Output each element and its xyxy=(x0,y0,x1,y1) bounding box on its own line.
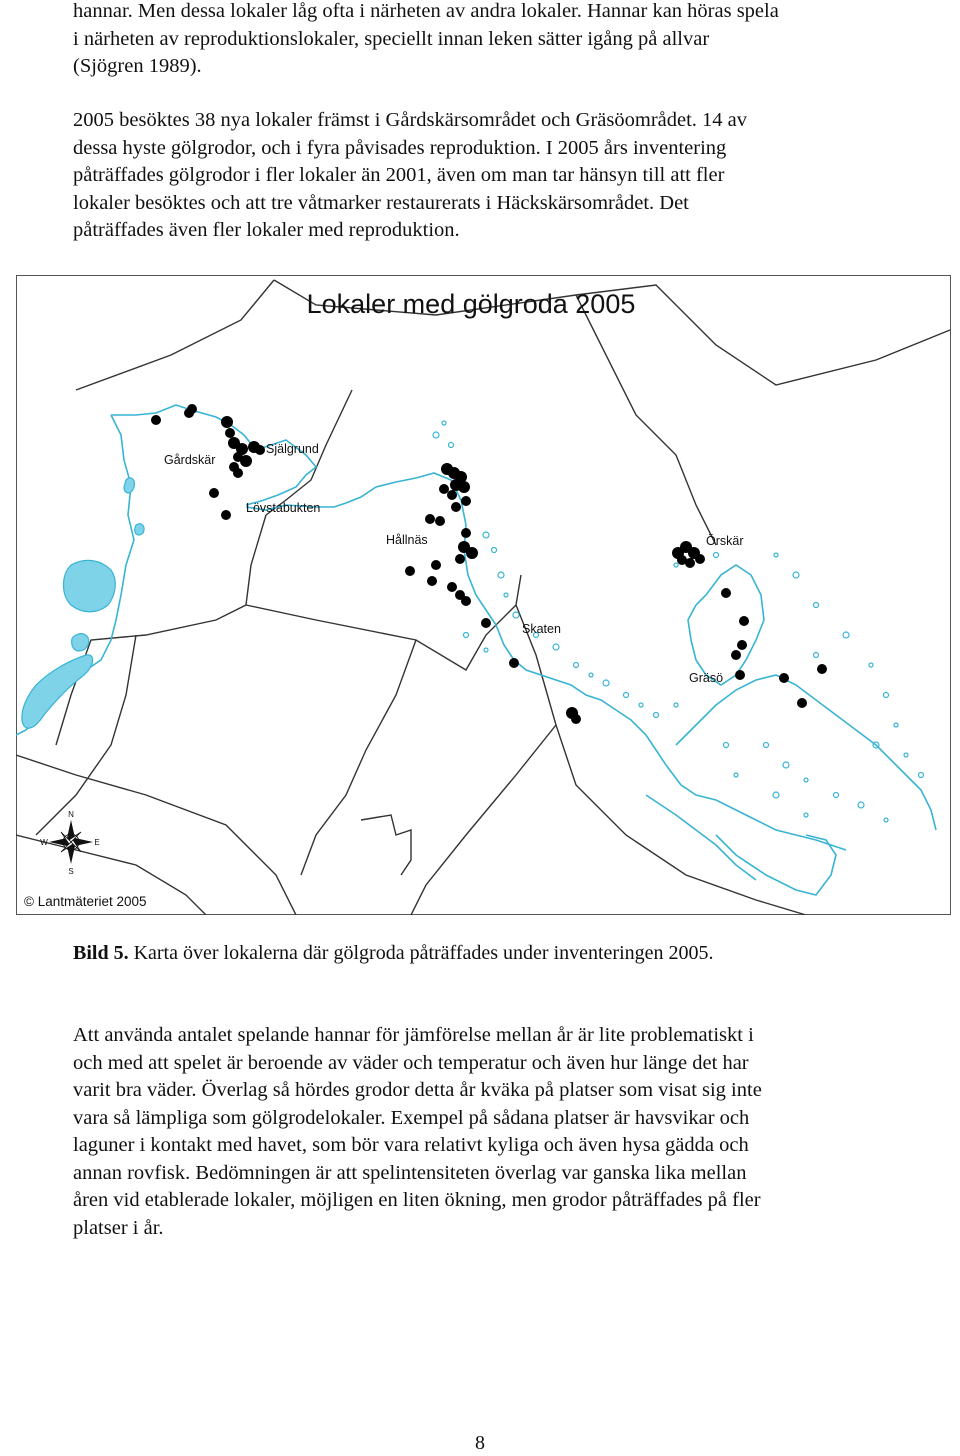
place-label-gardskar: Gårdskär xyxy=(164,453,216,467)
text-line: platser i år. xyxy=(73,1216,164,1239)
caption-label: Bild 5. xyxy=(73,942,129,964)
caption-text: Karta över lokalerna där gölgroda påträffades under inventeringen 2005. xyxy=(133,942,714,964)
text-line: Att använda antalet spelande hannar för jämförelse mellan år är lite problematiskt i xyxy=(73,1024,754,1046)
text-line: annan rovfisk. Bedömningen är att spelintensiteten överlag var ganska lika mellan xyxy=(73,1161,747,1184)
text-line: laguner i kontakt med havet, som bör vara relativt kyliga och även hysa gädda och xyxy=(73,1134,749,1156)
text-line: dessa hyste gölgrodor, och i fyra påvisades reproduktion. I 2005 års inventering xyxy=(73,136,727,159)
compass-n: N xyxy=(68,810,74,819)
text-line: vara så lämpliga som gölgrodelokaler. Exempel på sådana platser är havsvikar och xyxy=(73,1106,750,1129)
text-line: varit bra väder. Överlag så hördes grodor detta år kväka på platser som visat sig inte xyxy=(73,1079,762,1101)
text-line: i närheten av reproduktionslokaler, speciellt innan leken sätter igång på allvar xyxy=(73,27,710,50)
locality-map xyxy=(16,275,951,915)
page-number: 8 xyxy=(475,1432,485,1454)
text-line: (Sjögren 1989). xyxy=(73,55,202,77)
text-line: hannar. Men dessa lokaler låg ofta i närheten av andra lokaler. Hannar kan höras spela xyxy=(73,0,779,22)
place-label-graso: Gräsö xyxy=(689,671,724,685)
compass-s: S xyxy=(68,867,74,876)
place-label-lovstabukten: Lövstabukten xyxy=(246,501,321,515)
figure-caption xyxy=(73,942,714,965)
text-line: 2005 besöktes 38 nya lokaler främst i Gårdskärsområdet och Gräsöområdet. 14 av xyxy=(73,109,748,131)
text-line: påträffades även fler lokaler med reproduktion. xyxy=(73,219,460,241)
map-title: Lokaler med gölgroda 2005 xyxy=(306,289,636,319)
compass-e: E xyxy=(94,838,100,847)
map-copyright: © Lantmäteriet 2005 xyxy=(24,894,147,909)
paragraph-2005-survey xyxy=(73,107,903,245)
compass-w: W xyxy=(40,838,48,847)
place-label-hallnas: Hållnäs xyxy=(386,533,428,547)
text-line: åren vid etablerade lokaler, möjligen en liten ökning, men grodor påträffades på fler xyxy=(73,1189,761,1211)
map-frame xyxy=(17,276,951,915)
place-label-orskar: Örskär xyxy=(706,534,744,548)
text-line: påträffades gölgrodor i fler lokaler än 2001, även om man tar hänsyn till att fler xyxy=(73,164,725,186)
paragraph-discussion xyxy=(73,1022,903,1242)
text-line: lokaler besöktes och att tre våtmarker restaurerats i Häckskärsområdet. Det xyxy=(73,191,689,214)
text-line: och med att spelet är beroende av väder och temperatur och även hur länge det har xyxy=(73,1051,749,1074)
place-label-skaten: Skaten xyxy=(522,622,561,636)
paragraph-intro xyxy=(73,0,903,81)
place-label-sjalgrund: Själgrund xyxy=(266,442,319,456)
